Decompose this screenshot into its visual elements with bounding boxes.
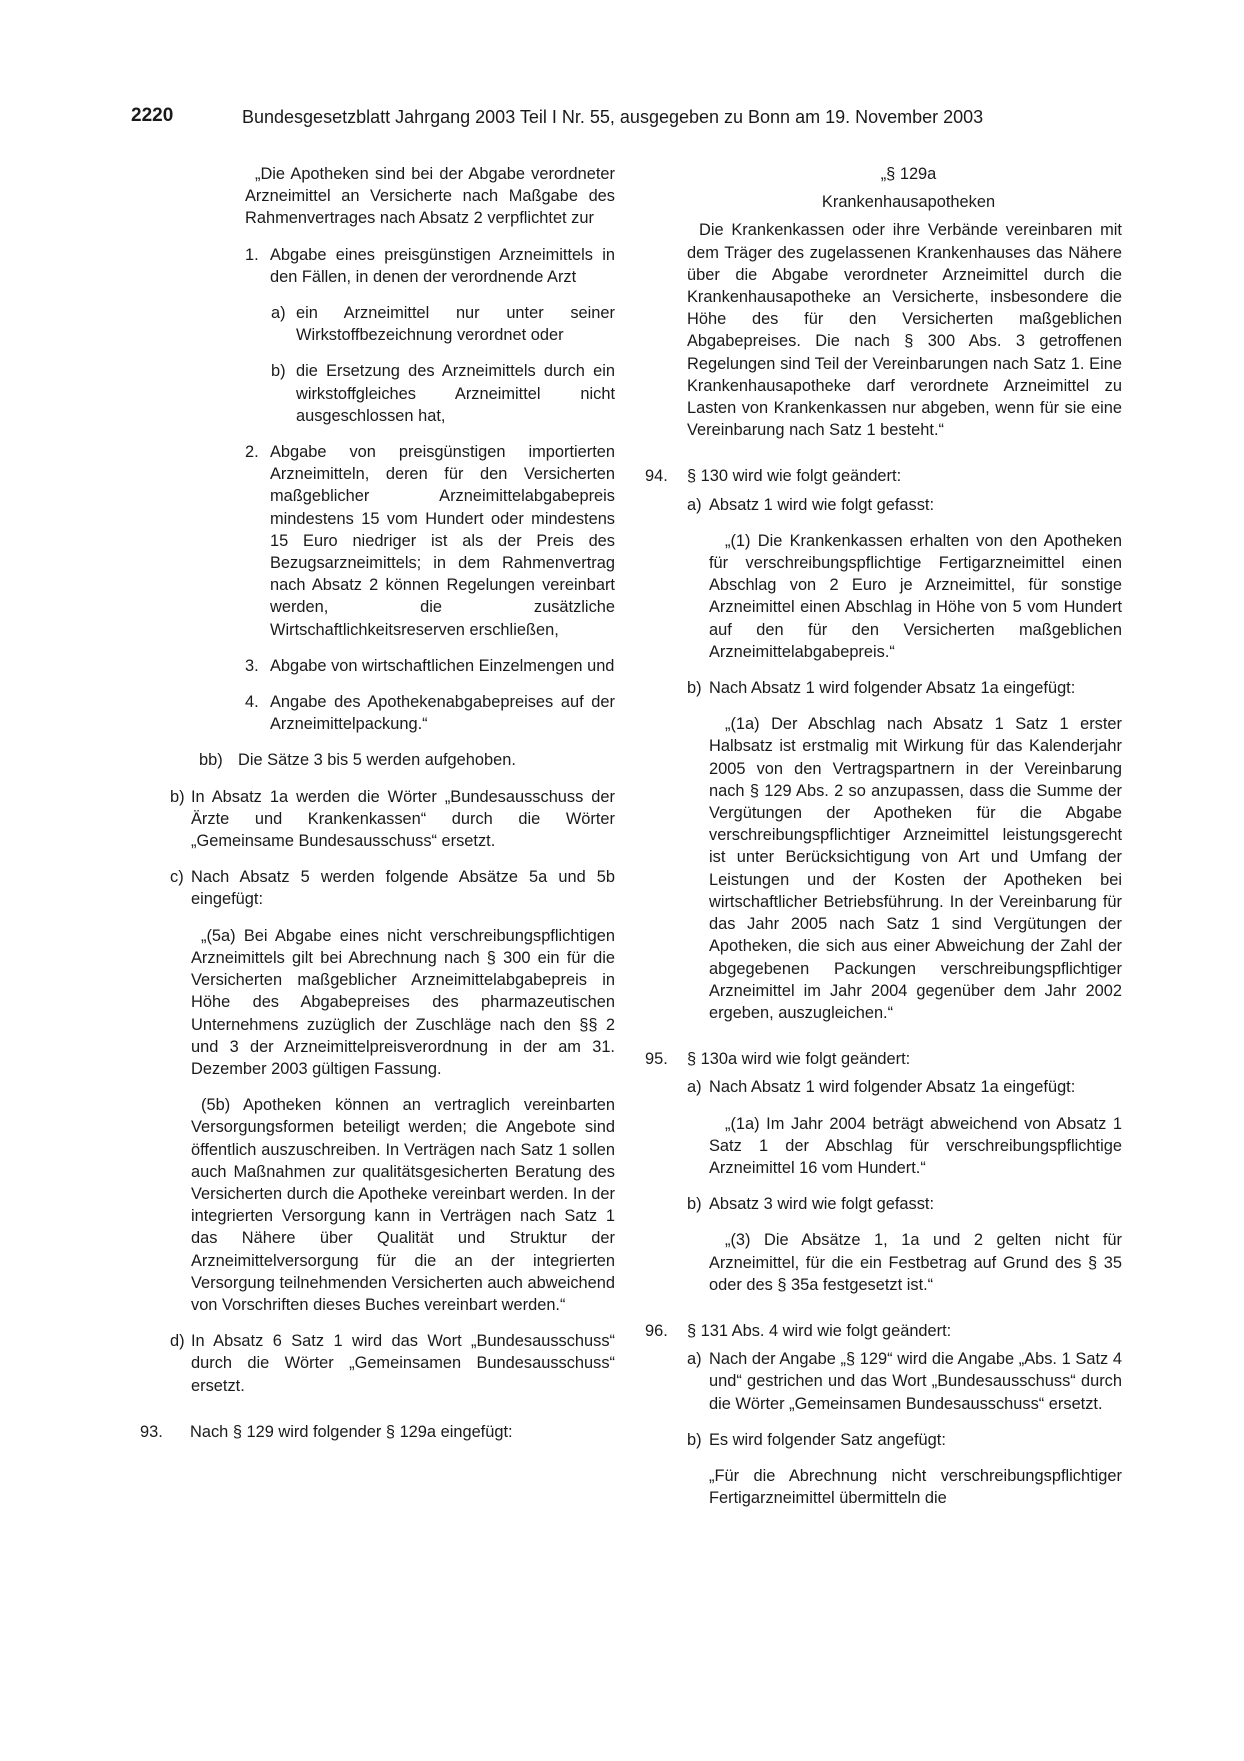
paragraph-5b: (5b) Apotheken können an vertraglich vereinbarten Versorgungsformen beteiligt werden; die Angebote sind öffentlich auszuschreiben. In Verträgen nach Satz 1 sollen auch Maßnahmen zur qualitätsgesicherten Beratung des Versicherten durch die Apotheke vereinbart werden. In der integrierten Versorgung kann in Verträgen nach Satz 1 das Nähere über Qualität und Struktur der Arzneimittelversorgung für die an der integrierten Versorgung teilnehmenden Versicherten auch abweichend von Vorschriften dieses Buches vereinbart werden.“	[191, 1096, 615, 1314]
quote-95a: „(1a) Im Jahr 2004 beträgt abweichend von Absatz 1 Satz 1 der Abschlag für verschreibungspflichtige Arzneimittel 16 vom Hundert.“	[709, 1114, 1122, 1177]
list-item-4: 4. Angabe des Apothekenabgabepreises auf der Arzneimittelpackung.“	[245, 693, 615, 734]
section-title: Krankenhausapotheken	[821, 193, 996, 212]
quote-94b: „(1a) Der Abschlag nach Absatz 1 Satz 1 erster Halbsatz ist erstmalig mit Wirkung für das Kalenderjahr 2005 von den Vertragspartnern in der Vereinbarung nach § 129 Abs. 2 so anzupassen, dass die Summe der Vergütungen der Apotheken für die Abgabe verschreibungspflichtiger Arzneimittel leistungsgerecht ist unter Berücksichtigung von Art und Umfang der Leistungen und der Kosten der Apotheken bei wirtschaftlicher Betriebsführung. In der Vereinbarung für das Jahr 2005 nach Satz 1 sind Vergütungen der Apotheken, die sich aus einer Abweichung der Zahl der abgegebenen Packungen verschreibungspflichtiger Arzneimittel im Jahr 2004 gegenüber dem Jahr 2002 ergeben, auszugleichen.“	[709, 715, 1122, 1022]
list-item-95: 95. § 130a wird wie folgt geändert:	[645, 1050, 911, 1069]
quote-96b: „Für die Abrechnung nicht verschreibungspflichtiger Fertigarzneimittel übermitteln die	[709, 1466, 1122, 1508]
quote-95b: „(3) Die Absätze 1, 1a und 2 gelten nicht für Arzneimittel, für die ein Festbetrag auf Grund des § 35 oder des § 35a festgesetzt ist.“	[709, 1231, 1122, 1294]
section-text: Die Krankenkassen oder ihre Verbände vereinbaren mit dem Träger des zugelassenen Krankenhauses das Nähere über die Abgabe verordneter Arzneimittel durch die Krankenhausapotheke an Versicherte, insbesondere die Höhe des für den Versicherten maßgeblichen Abgabepreises. Die nach § 300 Abs. 3 getroffenen Regelungen sind Teil der Vereinbarungen nach Satz 1. Eine Krankenhausapotheke darf verordnete Arzneimittel zu Lasten von Krankenkassen nur abgeben, wenn für sie eine Vereinbarung nach Satz 1 besteht.“	[687, 221, 1122, 440]
section-heading: „§ 129a	[880, 165, 937, 183]
quote-94a: „(1) Die Krankenkassen erhalten von den Apotheken für verschreibungspflichtige Fertigarzneimittel einen Abschlag von 2 Euro je Arzneimittel, für sonstige Arzneimittel einen Abschlag in Höhe von 5 vom Hundert auf den für den Versicherten maßgeblichen Arzneimittelabgabepreis.“	[709, 531, 1122, 661]
paragraph-5a: „(5a) Bei Abgabe eines nicht verschreibungspflichtigen Arzneimittels gilt bei Abrechnung nach § 300 ein für die Versicherten maßgeblicher Arzneimittelabgabepreis in Höhe des Abgabepreises des pharmazeutischen Unternehmens zuzüglich der Zuschläge nach den §§ 2 und 3 der Arzneimittelpreisverordnung in der am 31. Dezember 2003 gültigen Fassung.	[191, 926, 615, 1078]
list-item-95a: a) Nach Absatz 1 wird folgender Absatz 1a eingefügt:	[687, 1078, 1076, 1097]
page-number: 2220	[131, 105, 174, 126]
list-item-95b: b) Absatz 3 wird wie folgt gefasst:	[687, 1195, 935, 1214]
list-item-b: b) In Absatz 1a werden die Wörter „Bundesausschuss der Ärzte und Krankenkassen“ durch die Wörter „Gemeinsame Bundesausschuss“ ersetzt.	[170, 787, 615, 851]
quote-intro: „Die Apotheken sind bei der Abgabe verordneter Arzneimittel an Versicherte nach Maßgabe des Rahmenvertrages nach Absatz 2 verpflichtet zur	[245, 165, 615, 228]
header-title: Bundesgesetzblatt Jahrgang 2003 Teil I Nr. 55, ausgegeben zu Bonn am 19. November 2003	[242, 107, 984, 127]
list-item-3: 3. Abgabe von wirtschaftlichen Einzelmengen und	[245, 656, 615, 675]
list-item-96b: b) Es wird folgender Satz angefügt:	[687, 1430, 946, 1449]
list-item-94: 94. § 130 wird wie folgt geändert:	[645, 467, 902, 486]
list-item-96a: a) Nach der Angabe „§ 129“ wird die Angabe „Abs. 1 Satz 4 und“ gestrichen und das Wort „Bundesausschuss“ durch die Wörter „Gemeinsamen Bundesausschuss“ ersetzt.	[687, 1350, 1122, 1413]
list-item-96: 96. § 131 Abs. 4 wird wie folgt geändert:	[645, 1321, 952, 1340]
list-item-1a: a) ein Arzneimittel nur unter seiner Wirkstoffbezeichnung verordnet oder	[271, 304, 615, 345]
list-item-1b: b) die Ersetzung des Arzneimittels durch ein wirkstoffgleiches Arzneimittel nicht ausgeschlossen hat,	[271, 362, 615, 425]
list-item-1: 1. Abgabe eines preisgünstigen Arzneimittels in den Fällen, in denen der verordnende Arzt	[245, 245, 615, 286]
list-item-c: c) Nach Absatz 5 werden folgende Absätze 5a und 5b eingefügt:	[170, 868, 615, 909]
list-item-bb: bb) Die Sätze 3 bis 5 werden aufgehoben.	[199, 751, 516, 770]
list-item-93: 93. Nach § 129 wird folgender § 129a eingefügt:	[140, 1422, 513, 1441]
list-item-94a: a) Absatz 1 wird wie folgt gefasst:	[687, 495, 935, 514]
left-column	[140, 163, 615, 1443]
right-column	[645, 163, 1122, 1509]
list-item-d: d) In Absatz 6 Satz 1 wird das Wort „Bundesausschuss“ durch die Wörter „Gemeinsamen Bundesausschuss“ ersetzt.	[170, 1332, 615, 1395]
list-item-94b: b) Nach Absatz 1 wird folgender Absatz 1a eingefügt:	[687, 679, 1076, 698]
list-item-2: 2. Abgabe von preisgünstigen importierten Arzneimitteln, deren für den Versicherten maßgeblicher Arzneimittelabgabepreis mindestens 15 vom Hundert oder mindestens 15 Euro niedriger ist als der Preis des Bezugsarzneimittels; in dem Rahmenvertrag nach Absatz 2 können Regelungen vereinbart werden, die zusätzliche Wirtschaftlichkeitsreserven erschließen,	[245, 443, 615, 639]
